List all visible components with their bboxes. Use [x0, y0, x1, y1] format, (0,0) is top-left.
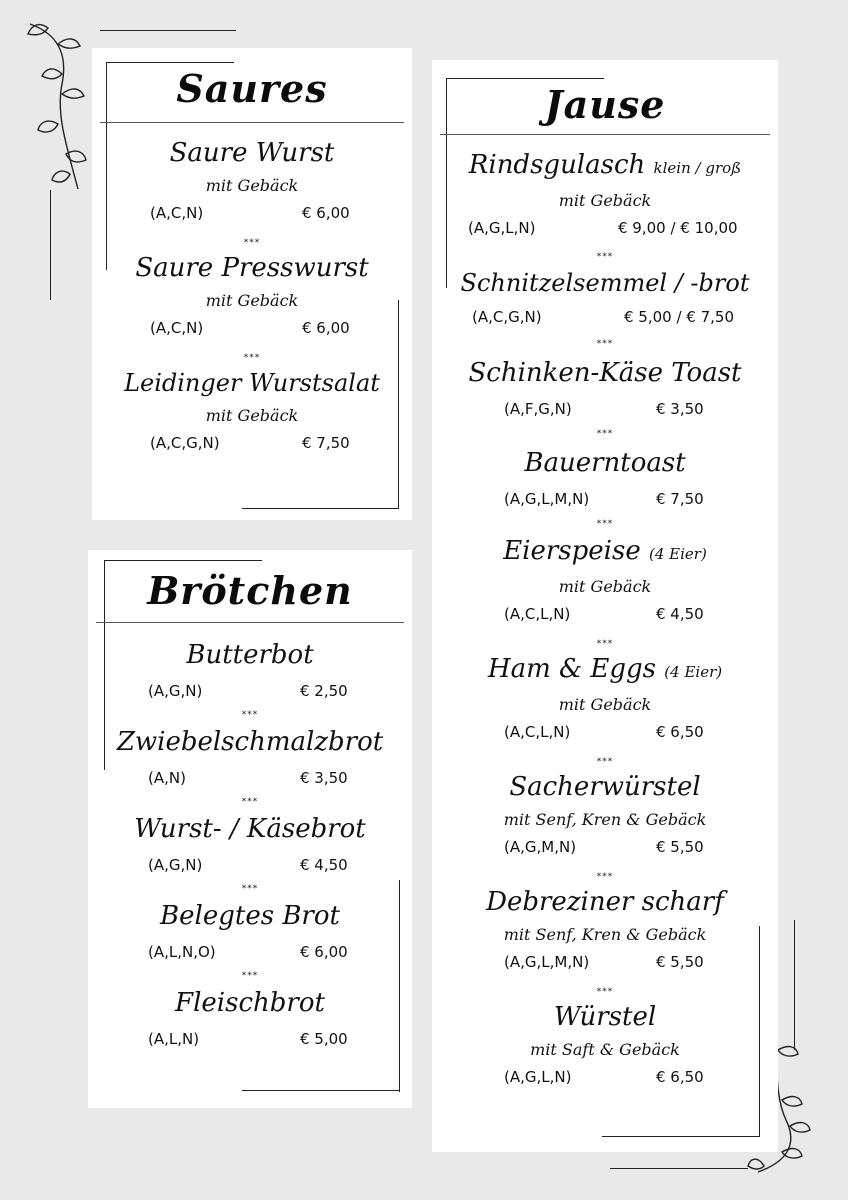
separator: ***: [596, 872, 614, 882]
deco-line: [100, 30, 236, 31]
menu-item: [92, 253, 412, 341]
item-name: Saure Wurst: [169, 138, 335, 168]
broetchen-title: Brötchen: [147, 568, 353, 613]
item-size-note: klein / groß: [653, 159, 742, 177]
item-price: € 9,00 / € 10,00: [618, 219, 738, 237]
frame-line: [106, 62, 234, 63]
item-name: Fleischbrot: [175, 988, 325, 1018]
item-price: € 7,50: [302, 434, 350, 452]
menu-item: [88, 640, 412, 704]
item-name: Bauerntoast: [524, 448, 686, 478]
menu-item: [432, 887, 778, 975]
item-price: € 6,00: [300, 943, 348, 961]
item-allergens: (A,C,N): [150, 319, 204, 337]
item-allergens: (A,L,N): [148, 1030, 200, 1048]
item-allergens: (A,G,L,M,N): [504, 490, 590, 508]
item-allergens: (A,F,G,N): [504, 400, 572, 418]
item-description: mit Senf, Kren & Gebäck: [503, 925, 707, 944]
item-allergens: (A,G,L,N): [468, 219, 536, 237]
item-allergens: (A,G,L,N): [504, 1068, 572, 1086]
item-description: mit Saft & Gebäck: [530, 1040, 680, 1059]
item-name: Belegtes Brot: [160, 901, 340, 931]
menu-item: [92, 138, 412, 226]
item-allergens: (A,C,N): [150, 204, 204, 222]
separator: ***: [596, 639, 614, 649]
item-name: Wurst- / Käsebrot: [134, 814, 366, 844]
item-name-row: [432, 654, 778, 687]
item-price: € 3,50: [656, 400, 704, 418]
frame-line: [242, 1090, 400, 1091]
separator: ***: [596, 757, 614, 767]
jause-card: [432, 60, 778, 1152]
menu-item: [432, 536, 778, 627]
frame-line: [446, 78, 604, 79]
frame-line: [96, 622, 404, 623]
frame-line: [100, 122, 404, 123]
item-name: Eierspeise: [503, 536, 641, 566]
item-price: € 4,50: [300, 856, 348, 874]
separator: ***: [596, 987, 614, 997]
item-price: € 5,50: [656, 953, 704, 971]
item-price: € 2,50: [300, 682, 348, 700]
item-allergens: (A,C,G,N): [150, 434, 220, 452]
menu-item: [88, 727, 412, 791]
item-name: Würstel: [553, 1002, 657, 1032]
menu-item: [432, 358, 778, 422]
item-name: Zwiebelschmalzbrot: [116, 727, 384, 757]
item-allergens: (A,C,L,N): [504, 605, 571, 623]
item-description: mit Gebäck: [205, 291, 299, 310]
item-price: € 4,50: [656, 605, 704, 623]
menu-item: [432, 268, 778, 330]
menu-item: [432, 448, 778, 512]
item-price: € 6,50: [656, 723, 704, 741]
separator: ***: [596, 519, 614, 529]
item-description: mit Gebäck: [205, 176, 299, 195]
separator: ***: [596, 339, 614, 349]
separator: ***: [241, 710, 259, 720]
menu-item: [92, 368, 412, 456]
separator: ***: [241, 797, 259, 807]
frame-line: [104, 560, 262, 561]
item-name: Ham & Eggs: [487, 654, 657, 684]
item-name: Rindsgulasch: [468, 150, 646, 180]
separator: ***: [596, 429, 614, 439]
item-size-note: (4 Eier): [664, 663, 723, 681]
item-allergens: (A,G,N): [148, 682, 203, 700]
broetchen-card: [88, 550, 412, 1108]
saures-card: [92, 48, 412, 520]
item-name-row: [432, 536, 778, 569]
item-name: Sacherwürstel: [509, 772, 701, 802]
separator: ***: [243, 238, 261, 248]
vine-branch-icon: [18, 14, 88, 194]
item-allergens: (A,G,L,M,N): [504, 953, 590, 971]
item-allergens: (A,C,L,N): [504, 723, 571, 741]
item-price: € 6,50: [656, 1068, 704, 1086]
menu-item: [432, 654, 778, 745]
item-allergens: (A,G,M,N): [504, 838, 577, 856]
saures-title: Saures: [176, 66, 328, 111]
item-name: Butterbot: [186, 640, 314, 670]
item-price: € 5,00: [300, 1030, 348, 1048]
menu-item: [432, 1002, 778, 1090]
separator: ***: [241, 971, 259, 981]
item-price: € 3,50: [300, 769, 348, 787]
item-allergens: (A,G,N): [148, 856, 203, 874]
item-description: mit Gebäck: [558, 695, 652, 714]
menu-item: [88, 814, 412, 878]
item-description: mit Gebäck: [558, 191, 652, 210]
deco-line: [610, 1168, 748, 1169]
item-name-row: [432, 150, 778, 183]
menu-item: [88, 988, 412, 1052]
item-name: Debreziner scharf: [486, 887, 724, 917]
frame-line: [602, 1136, 760, 1137]
deco-line: [50, 190, 51, 300]
separator: ***: [596, 252, 614, 262]
item-price: € 6,00: [302, 319, 350, 337]
item-name: Leidinger Wurstsalat: [124, 369, 380, 397]
item-price: € 5,00 / € 7,50: [624, 308, 735, 326]
item-description: mit Gebäck: [205, 406, 299, 425]
item-description: mit Gebäck: [558, 577, 652, 596]
item-name: Schnitzelsemmel / -brot: [460, 269, 750, 297]
menu-item: [432, 772, 778, 860]
item-size-note: (4 Eier): [648, 545, 707, 563]
item-price: € 5,50: [656, 838, 704, 856]
item-description: mit Senf, Kren & Gebäck: [503, 810, 707, 829]
frame-line: [242, 508, 399, 509]
item-allergens: (A,C,G,N): [472, 308, 542, 326]
separator: ***: [241, 884, 259, 894]
item-price: € 7,50: [656, 490, 704, 508]
item-allergens: (A,L,N,O): [148, 943, 216, 961]
frame-line: [440, 134, 770, 135]
item-price: € 6,00: [302, 204, 350, 222]
item-allergens: (A,N): [148, 769, 186, 787]
item-name: Schinken-Käse Toast: [468, 358, 742, 388]
separator: ***: [243, 353, 261, 363]
menu-item: [88, 901, 412, 965]
jause-title: Jause: [544, 82, 666, 127]
menu-item: [432, 150, 778, 241]
item-name: Saure Presswurst: [135, 253, 369, 283]
